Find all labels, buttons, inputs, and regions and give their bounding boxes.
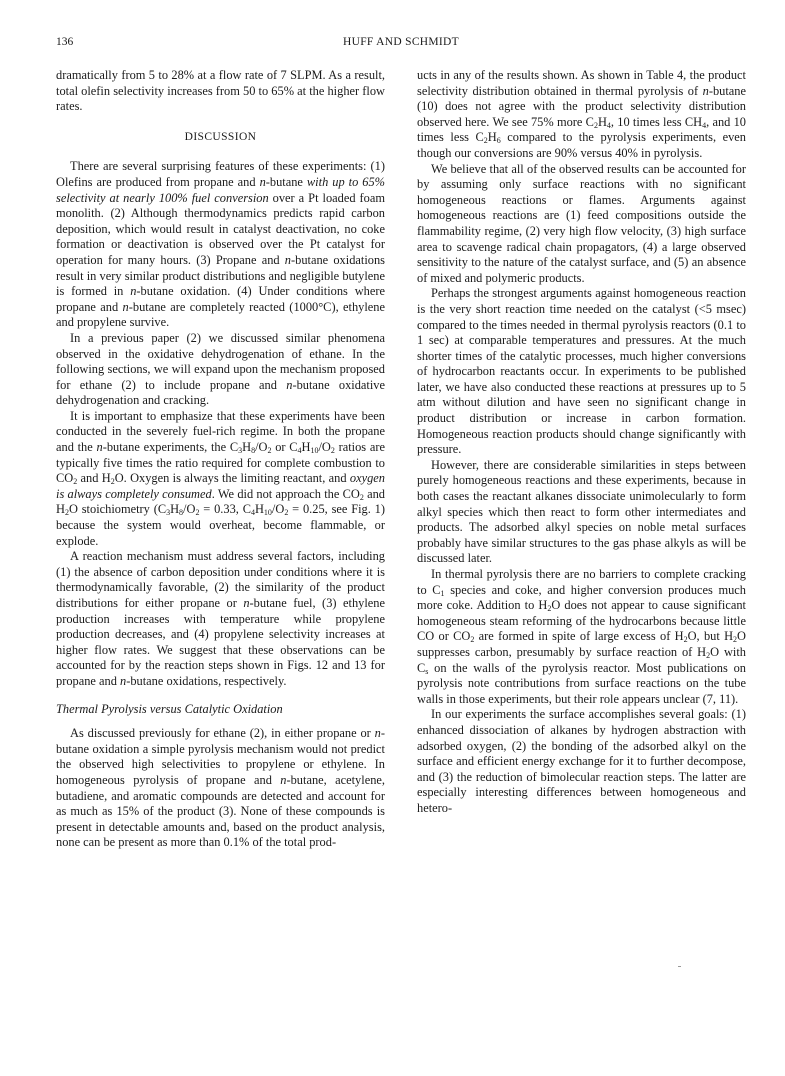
paragraph-intro: dramatically from 5 to 28% at a flow rate of 7 SLPM. As a result, total olefin selectivity increases from 50 to 65% at the higher flow rates. — [56, 68, 385, 114]
paragraph-reaction-mechanism: A reaction mechanism must address several factors, including (1) the absence of carbon deposition under conditions where it is thermodynamically favorable, (2) the similarity of the product distributions for either propane or n-butane fuel, (3) ethylene production increases with temperature while propylene production decreases, and (4) propylene selectivity increases at higher flow rates. We suggest that these observations can be accounted for by the reaction steps shown in Figs. 12 and 13 for propane and n-butane oxidations, respectively. — [56, 549, 385, 688]
paragraph-surprising-features: There are several surprising features of these experiments: (1) Olefins are produced from propane and n-butane with up to 65% selectivity at nearly 100% fuel conversion over a Pt loaded foam monolith. (2) Although thermodynamics predicts rapid carbon deposition, which would result in catalyst deactivation, no coke formation or deactivation is observed over the Pt catalyst for operation for many hours. (3) Propane and n-butane oxidations result in very similar product distributions and negligible butylene is formed in n-butane oxidation. (4) Under conditions where propane and n-butane are completely reacted (1000°C), ethylene and propylene survive. — [56, 159, 386, 330]
paragraph-similarities: However, there are considerable similarities in steps between purely homogeneous reactions and these experiments, because in both cases the reactant alkanes dissociate unimolecularly to form alkyl species which then react to form other intermediates and products. The adsorbed alkyl species on noble metal surfaces probably have similar structures to the gas phase alkyls as will be discussed later. — [417, 457, 746, 566]
paragraph-surface-reactions: We believe that all of the observed results can be accounted for by assuming only surface reactions with no significant homogeneous reactions or flames. Arguments against homogeneous reactions are (1) feed compositions outside the flammability regime, (2) very high flow velocity, (3) high surface area to scavenge radical chain propagators, (4) a large observed sensitivity to the nature of the catalyst surface, and (5) an absence of mixed and polymeric products. — [417, 161, 746, 285]
section-heading-discussion: DISCUSSION — [184, 130, 257, 143]
running-head: HUFF AND SCHMIDT — [343, 36, 459, 48]
scan-mark — [678, 966, 681, 967]
paragraph-reaction-time: Perhaps the strongest arguments against homogeneous reaction is the very short reaction time needed on the catalyst (<5 msec) compared to the times needed in thermal pyrolysis reactors (0.1 to 1 sec) at comparable temperatures and pressures. At the much shorter times of the catalytic processes, much higher conversions of hydrocarbon reactants occur. In experiments to be published later, we have also conducted these reactions at pressures up to 5 atm without dilution and have seen no significant change in product distribution or increase in carbon formation. Homogeneous reaction products should change significantly with pressure. — [417, 286, 746, 457]
paragraph-previous-paper: In a previous paper (2) we discussed similar phenomena observed in the oxidative dehydrogenation of ethane. In the following sections, we will expand upon the mechanism proposed for ethane (2) to include propane and n-butane oxidative dehydrogenation and cracking. — [56, 330, 385, 408]
left-column — [56, 68, 385, 851]
paragraph-fuel-rich: It is important to emphasize that these experiments have been conducted in the severely fuel-rich regime. In both the propane and the n-butane experiments, the $C_3H_8/O_2$ or $C_4H_{10}/O_2$ ratios are typically five times the ratio required for complete combustion to $CO_2$ and $H_2O$. Oxygen is always the limiting reactant, and oxygen is always completely consumed. We did not approach the $CO_2$ and $H_2O$ stoichiometry ($C_3H_8/O_2 = 0.33$, $C_4H_{10}/O_2 = 0.25$, see Fig. 1) because the system would overheat, become flammable, or explode. — [56, 408, 386, 548]
page-header — [56, 36, 746, 52]
paragraph-thermal-pyrolysis: In thermal pyrolysis there are no barriers to complete cracking to $C_1$ species and coke, and higher conversion produces much more coke. Addition to $H_2O$ does not appear to cause significant homogeneous steam reforming of the hydrocarbons because little CO or $CO_2$ are formed in spite of large excess of $H_2O$, but $H_2O$ suppresses carbon, presumably by surface reaction of $H_2O$ with $C_s$ on the walls of the pyrolysis reactor. Most publications on pyrolysis note contributions from surface reactions on the tube walls in those experiments, but their role appears unclear (7, 11). — [417, 567, 747, 706]
right-column — [417, 68, 746, 817]
paragraph-pyrolysis: As discussed previously for ethane (2), in either propane or n-butane oxidation a simple pyrolysis mechanism would not predict the observed high selectivities to propylene or ethylene. In homogeneous pyrolysis of propane and n-butane, acetylene, butadiene, and aromatic compounds are detected and account for as much as 15% of the product (3). None of these compounds is present in detectable amounts and, based on the product analysis, none can be present as more than 0.1% of the total prod- — [56, 726, 385, 850]
page-number: 136 — [56, 36, 74, 48]
paragraph-surface-goals: In our experiments the surface accomplishes several goals: (1) enhanced dissociation of alkanes by hydrogen abstraction with adsorbed oxygen, (2) the bonding of the adsorbed alkyl on the surface and efficient energy exchange for it to further decompose, and (3) the reduction of bimolecular reaction steps. The latter are especially interesting differences between homogeneous and hetero- — [417, 707, 746, 815]
subsection-heading: Thermal Pyrolysis versus Catalytic Oxidation — [56, 701, 283, 716]
paragraph-continued: ucts in any of the results shown. As shown in Table 4, the product selectivity distribution obtained in thermal pyrolysis of n-butane (10) does not agree with the product selectivity distribution observed here. We see 75% more $C_2H_4$, 10 times less $CH_4$, and 10 times less $C_2H_6$ compared to the pyrolysis experiments, even though our conversions are 90% versus 40% in pyrolysis. — [417, 68, 746, 160]
